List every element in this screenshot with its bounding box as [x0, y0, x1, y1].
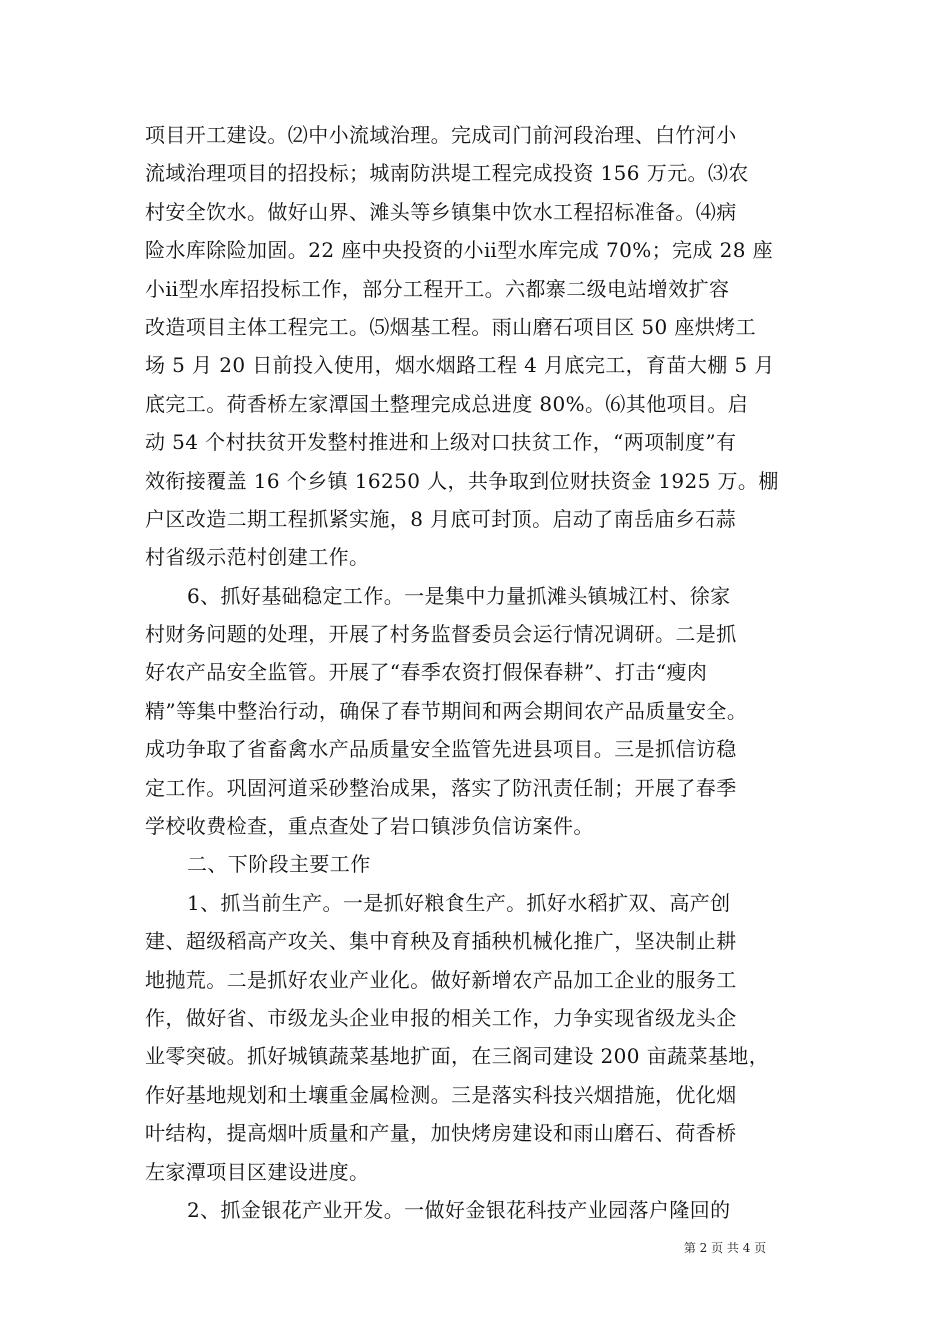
text-line: 险水库除险加固。22 座中央投资的小ⅱ型水库完成 70%；完成 28 座 [145, 238, 773, 263]
text-line: 流域治理项目的招投标；城南防洪堤工程完成投资 156 万元。⑶农 [145, 161, 749, 186]
text-line: 左家潭项目区建设进度。 [145, 1159, 370, 1184]
document-body [145, 116, 805, 1229]
text-line: 户区改造二期工程抓紧实施，8 月底可封顶。启动了南岳庙乡石蒜 [145, 506, 737, 531]
text-line: 村财务问题的处理，开展了村务监督委员会运行情况调研。二是抓 [145, 622, 737, 647]
text-line: 动 54 个村扶贫开发整村推进和上级对口扶贫工作，“两项制度”有 [145, 430, 737, 455]
paragraph-start-line: 1、抓当前生产。一是抓好粮食生产。抓好水稻扩双、高产创 [187, 890, 731, 915]
text-line: 业零突破。抓好城镇蔬菜基地扩面，在三阁司建设 200 亩蔬菜基地， [145, 1044, 770, 1069]
text-line: 小ⅱ型水库招投标工作，部分工程开工。六都寨二级电站增效扩容 [145, 276, 730, 301]
text-line: 精”等集中整治行动，确保了春节期间和两会期间农产品质量安全。 [145, 698, 748, 723]
text-line: 项目开工建设。⑵中小流域治理。完成司门前河段治理、白竹河小 [145, 123, 737, 147]
text-line: 场 5 月 20 日前投入使用，烟水烟路工程 4 月底完工，育苗大棚 5 月 [145, 353, 775, 378]
text-line: 学校收费检查，重点查处了岩口镇涉负信访案件。 [145, 814, 594, 839]
section-heading: 二、下阶段主要工作 [187, 852, 371, 877]
text-line: 定工作。巩固河道采砂整治成果，落实了防汛责任制；开展了春季 [145, 775, 737, 800]
text-line: 底完工。荷香桥左家潭国土整理完成总进度 80%。⑹其他项目。启 [145, 391, 749, 416]
text-line: 作，做好省、市级龙头企业申报的相关工作，力争实现省级龙头企 [145, 1005, 737, 1030]
text-line: 好农产品安全监管。开展了“春季农资打假保春耕”、打击“瘦肉 [145, 660, 708, 685]
text-line: 村安全饮水。做好山界、滩头等乡镇集中饮水工程招标准备。⑷病 [145, 199, 737, 224]
paragraph-start-line: 6、抓好基础稳定工作。一是集中力量抓滩头镇城江村、徐家 [187, 583, 731, 608]
text-line: 改造项目主体工程完工。⑸烟基工程。雨山磨石项目区 50 座烘烤工 [145, 314, 756, 339]
text-line: 地抛荒。二是抓好农业产业化。做好新增农产品加工企业的服务工 [145, 967, 737, 992]
text-line: 建、超级稻高产攻关、集中育秧及育插秧机械化推广，坚决制止耕 [145, 929, 737, 954]
text-line: 叶结构，提高烟叶质量和产量，加快烤房建设和雨山磨石、荷香桥 [145, 1121, 737, 1146]
text-line: 成功争取了省畜禽水产品质量安全监管先进县项目。三是抓信访稳 [145, 737, 737, 762]
paragraph-start-line: 2、抓金银花产业开发。一做好金银花科技产业园落户隆回的 [187, 1197, 731, 1222]
text-line: 效衔接覆盖 16 个乡镇 16250 人，共争取到位财扶资金 1925 万。棚 [145, 468, 779, 493]
text-line: 村省级示范村创建工作。 [145, 545, 370, 570]
page-number-footer: 第 2 页 共 4 页 [683, 1241, 767, 1255]
text-line: 作好基地规划和土壤重金属检测。三是落实科技兴烟措施，优化烟 [145, 1082, 737, 1107]
